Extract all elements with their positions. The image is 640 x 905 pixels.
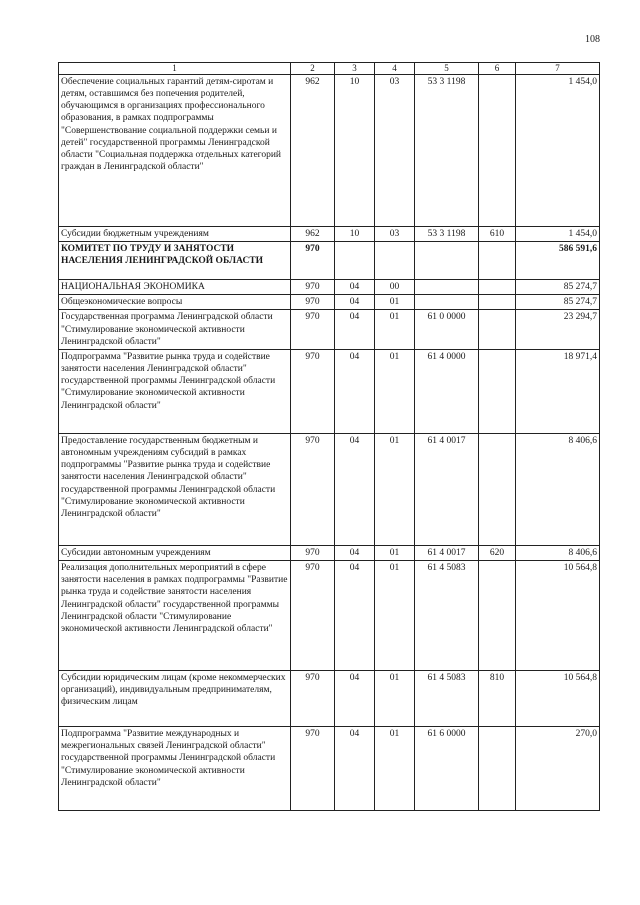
table-row [59,295,600,310]
page-number: 108 [585,34,600,45]
row-csr-cell: 61 4 0017 [415,433,479,545]
row-csr-cell [415,242,479,280]
row-pr-cell: 01 [375,671,415,727]
row-csr-cell: 61 6 0000 [415,727,479,811]
header-col-2: 2 [291,63,335,75]
row-pr-cell: 01 [375,295,415,310]
row-rz-cell: 04 [335,310,375,349]
row-name-cell: Обеспечение социальных гарантий детям-сиротам и детям, оставшимся без попечения родителей, обучающимся в организациях профессионального образования, в рамках подпрограммы "Совершенствование социальной поддержки семьи и детей" государственной программы Ленинградской области "Социальная поддержка отдельных категорий граждан в Ленинградской области" [59,75,291,227]
row-vr-cell: 610 [479,227,516,242]
row-vr-cell [479,242,516,280]
table-body [59,75,600,811]
row-sum-cell: 8 406,6 [516,545,600,560]
row-gr-cell: 970 [291,727,335,811]
row-pr-cell: 03 [375,227,415,242]
row-sum-cell: 18 971,4 [516,349,600,433]
row-gr-cell: 970 [291,295,335,310]
row-name-cell: Субсидии бюджетным учреждениям [59,227,291,242]
row-rz-cell: 04 [335,561,375,671]
row-name-cell: Общеэкономические вопросы [59,295,291,310]
table-row [59,242,600,280]
row-csr-cell: 61 4 0017 [415,545,479,560]
row-name-cell: Реализация дополнительных мероприятий в сфере занятости населения в рамках подпрограммы "Развитие рынка труда и содействие занятости населения Ленинградской области" государственной программы Ленинградской области "Стимулирование экономической активности Ленинградской области" [59,561,291,671]
header-col-4: 4 [375,63,415,75]
row-pr-cell: 01 [375,310,415,349]
row-pr-cell: 01 [375,561,415,671]
table-row [59,310,600,349]
row-csr-cell [415,295,479,310]
row-gr-cell: 970 [291,310,335,349]
row-gr-cell: 970 [291,561,335,671]
row-rz-cell: 04 [335,295,375,310]
row-sum-cell: 85 274,7 [516,280,600,295]
row-csr-cell: 61 4 0000 [415,349,479,433]
row-vr-cell [479,310,516,349]
row-vr-cell [479,295,516,310]
row-gr-cell: 970 [291,671,335,727]
row-gr-cell: 962 [291,227,335,242]
row-csr-cell: 53 3 1198 [415,227,479,242]
row-name-cell: Подпрограмма "Развитие рынка труда и содействие занятости населения Ленинградской области" государственной программы Ленинградской области "Стимулирование экономической активности Ленинградской области" [59,349,291,433]
row-name-cell: Государственная программа Ленинградской области "Стимулирование экономической активности Ленинградской области" [59,310,291,349]
header-row [59,63,600,75]
row-rz-cell: 10 [335,75,375,227]
row-rz-cell: 04 [335,727,375,811]
header-col-1: 1 [59,63,291,75]
row-rz-cell: 04 [335,671,375,727]
row-vr-cell [479,433,516,545]
row-pr-cell: 03 [375,75,415,227]
header-col-3: 3 [335,63,375,75]
row-rz-cell [335,242,375,280]
row-pr-cell: 01 [375,545,415,560]
row-sum-cell: 8 406,6 [516,433,600,545]
table-row [59,433,600,545]
row-name-cell: КОМИТЕТ ПО ТРУДУ И ЗАНЯТОСТИ НАСЕЛЕНИЯ ЛЕНИНГРАДСКОЙ ОБЛАСТИ [59,242,291,280]
row-sum-cell: 586 591,6 [516,242,600,280]
row-vr-cell [479,75,516,227]
row-sum-cell: 85 274,7 [516,295,600,310]
row-name-cell: Субсидии автономным учреждениям [59,545,291,560]
row-vr-cell [479,727,516,811]
row-rz-cell: 04 [335,349,375,433]
row-rz-cell: 04 [335,433,375,545]
row-sum-cell: 10 564,8 [516,561,600,671]
row-name-cell: НАЦИОНАЛЬНАЯ ЭКОНОМИКА [59,280,291,295]
row-csr-cell: 61 0 0000 [415,310,479,349]
table-row [59,75,600,227]
row-sum-cell: 23 294,7 [516,310,600,349]
header-col-6: 6 [479,63,516,75]
row-pr-cell: 01 [375,349,415,433]
row-gr-cell: 970 [291,280,335,295]
row-pr-cell: 01 [375,433,415,545]
row-sum-cell: 10 564,8 [516,671,600,727]
table-row [59,227,600,242]
row-sum-cell: 1 454,0 [516,75,600,227]
row-pr-cell: 01 [375,727,415,811]
row-name-cell: Подпрограмма "Развитие международных и межрегиональных связей Ленинградской области" государственной программы Ленинградской области "Стимулирование экономической активности Ленинградской области" [59,727,291,811]
table-row [59,727,600,811]
table-row [59,349,600,433]
header-col-5: 5 [415,63,479,75]
row-name-cell: Предоставление государственным бюджетным и автономным учреждениям субсидий в рамках подпрограммы "Развитие рынка труда и содействие занятости населения Ленинградской области" государственной программы Ленинградской области "Стимулирование экономической активности Ленинградской области" [59,433,291,545]
table-row [59,671,600,727]
table-row [59,561,600,671]
row-vr-cell [479,280,516,295]
row-vr-cell [479,349,516,433]
row-sum-cell: 1 454,0 [516,227,600,242]
row-gr-cell: 962 [291,75,335,227]
row-csr-cell [415,280,479,295]
row-sum-cell: 270,0 [516,727,600,811]
row-rz-cell: 04 [335,545,375,560]
row-rz-cell: 10 [335,227,375,242]
row-vr-cell: 620 [479,545,516,560]
row-gr-cell: 970 [291,545,335,560]
row-name-cell: Субсидии юридическим лицам (кроме некоммерческих организаций), индивидуальным предпринимателям, физическим лицам [59,671,291,727]
row-rz-cell: 04 [335,280,375,295]
row-gr-cell: 970 [291,349,335,433]
budget-table [58,62,600,811]
row-vr-cell [479,561,516,671]
row-pr-cell [375,242,415,280]
header-col-7: 7 [516,63,600,75]
row-csr-cell: 61 4 5083 [415,671,479,727]
table-header [59,63,600,75]
row-csr-cell: 53 3 1198 [415,75,479,227]
row-gr-cell: 970 [291,242,335,280]
row-pr-cell: 00 [375,280,415,295]
table-row [59,280,600,295]
row-csr-cell: 61 4 5083 [415,561,479,671]
row-gr-cell: 970 [291,433,335,545]
row-vr-cell: 810 [479,671,516,727]
table-row [59,545,600,560]
